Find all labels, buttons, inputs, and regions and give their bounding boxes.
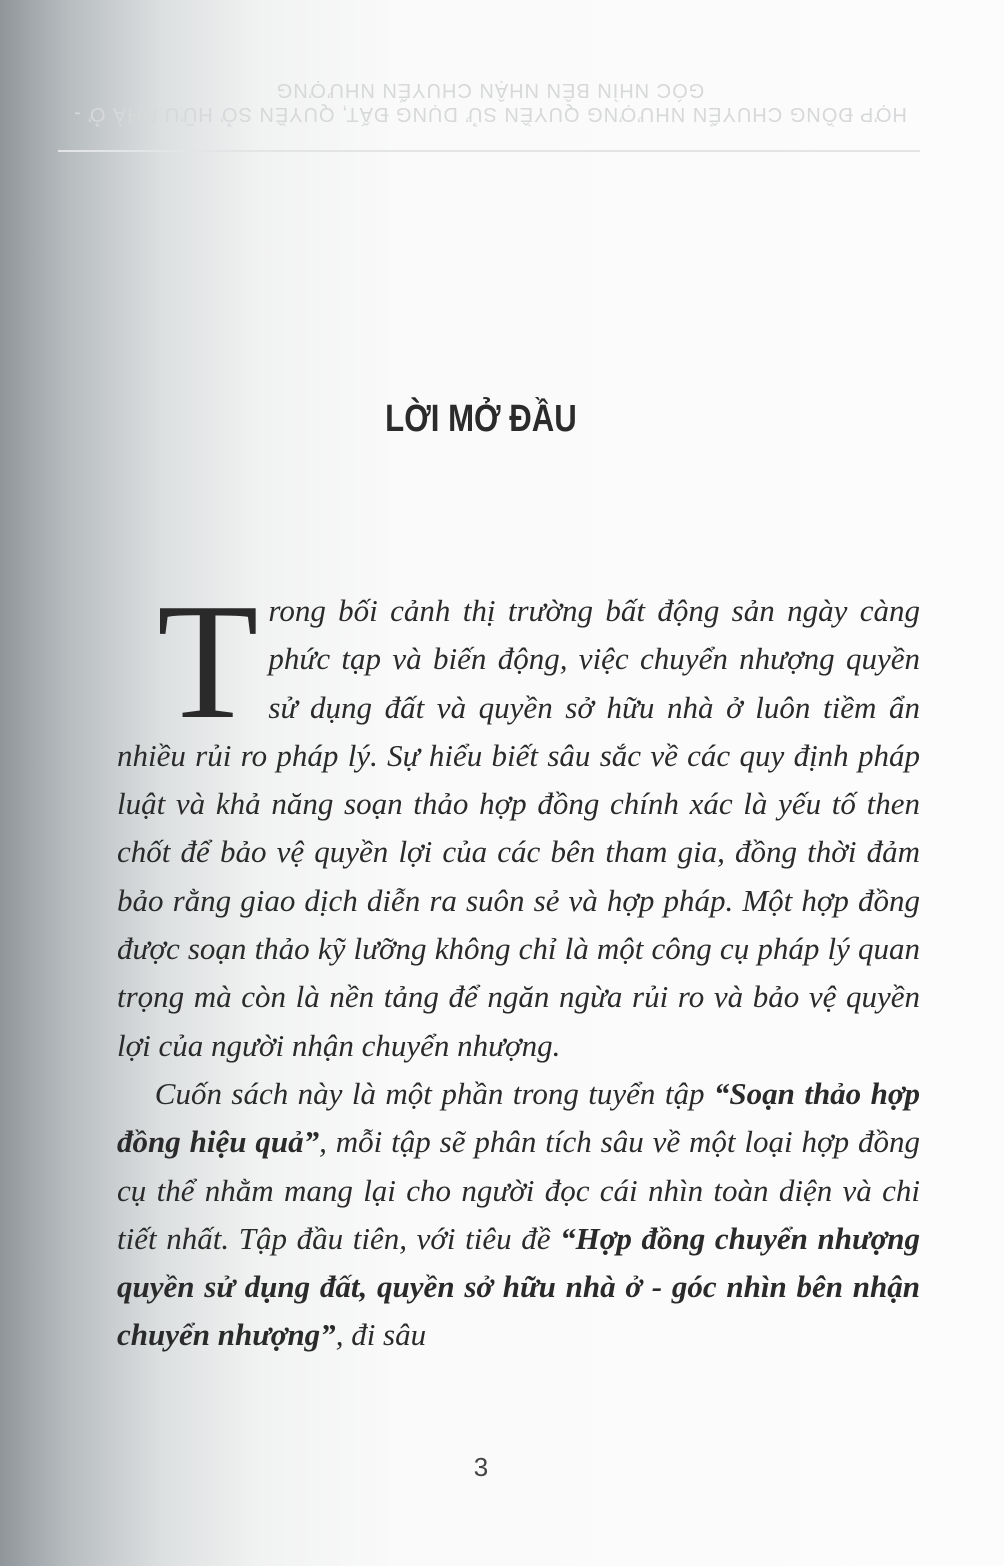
bleed-through-header: HỢP ĐỒNG CHUYỂN NHƯỢNG QUYỀN SỬ DỤNG ĐẤT, QUYỀN SỞ HỮU NHÀ Ở - GÓC NHÌN BÊN NHẬN CHUYỂN NHƯỢNG — [73, 79, 907, 125]
paragraph-2-part-3: , đi sâu — [335, 1317, 427, 1353]
paragraph-2-part-1: Cuốn sách này là một phần trong tuyển tập — [154, 1075, 714, 1111]
drop-cap: T — [157, 569, 259, 753]
paragraph-1 — [117, 569, 920, 1070]
body-text — [117, 569, 921, 1360]
paragraph-2-part-2: , mỗi tập sẽ phân tích sâu về một loại hợp đồng cụ thể nhằm mang lại cho người đọc cái nhìn toàn diện và chi tiết nhất. Tập đầu tiên, với tiêu đề — [117, 1124, 920, 1256]
paragraph-2-bold-title-2: “Hợp đồng chuyển nhượng quyền sử dụng đất, quyền sở hữu nhà ở - góc nhìn bên nhận chuyển nhượng” — [117, 1220, 920, 1353]
page-number: 3 — [473, 1452, 489, 1482]
paragraph-2 — [117, 1070, 920, 1360]
paragraph-1-text: rong bối cảnh thị trường bất động sản ngày càng phức tạp và biến động, việc chuyển nhượng quyền sử dụng đất và quyền sở hữu nhà ở luôn tiềm ẩn nhiều rủi ro pháp lý. Sự hiểu biết sâu sắc về các quy định pháp luật và khả năng soạn thảo hợp đồng chính xác là yếu tố then chốt để bảo vệ quyền lợi của các bên tham gia, đồng thời đảm bảo rằng giao dịch diễn ra suôn sẻ và hợp pháp. Một hợp đồng được soạn thảo kỹ lưỡng không chỉ là một công cụ pháp lý quan trọng mà còn là nền tảng để ngăn ngừa rủi ro và bảo vệ quyền lợi của người nhận chuyển nhượng. — [117, 593, 920, 1063]
paragraph-2-bold-title-1: “Soạn thảo hợp đồng hiệu quả” — [117, 1075, 921, 1160]
chapter-heading: LỜI MỞ ĐẦU — [385, 398, 577, 440]
bleed-through-rule — [58, 150, 920, 152]
